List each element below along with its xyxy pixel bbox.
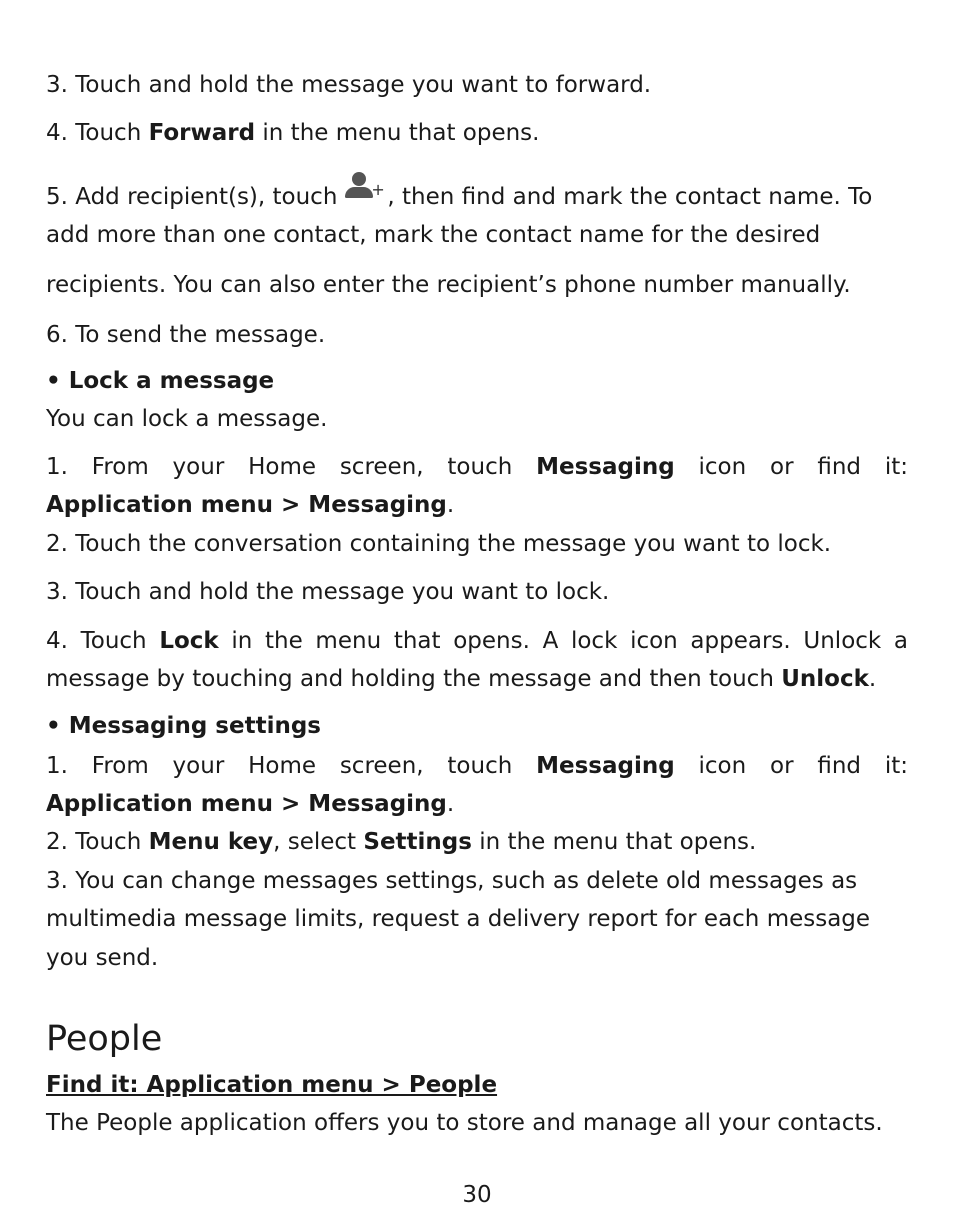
people-title: People [46, 1019, 163, 1059]
lock-step-3: 3. Touch and hold the message you want to lock. [46, 579, 610, 605]
lock-step-1-line-2: Application menu > Messaging. [46, 492, 455, 518]
settings-step-3-line-2: multimedia message limits, request a delivery report for each message [46, 906, 871, 932]
add-contact-icon: + [341, 178, 385, 208]
forward-step-5-line-3: recipients. You can also enter the recipient’s phone number manually. [46, 272, 851, 298]
forward-step-3: 3. Touch and hold the message you want to forward. [46, 72, 652, 98]
lock-step-1: 1. From your Home screen, touch Messaging icon or find it: [46, 454, 908, 480]
page-number: 30 [462, 1182, 492, 1208]
settings-step-3-line-3: you send. [46, 945, 159, 971]
people-findit: Find it: Application menu > People [46, 1072, 498, 1098]
people-description: The People application offers you to store and manage all your contacts. [46, 1110, 883, 1136]
lock-step-4-line-2: message by touching and holding the message and then touch Unlock. [46, 666, 877, 692]
forward-step-6: 6. To send the message. [46, 322, 326, 348]
forward-step-4: 4. Touch Forward in the menu that opens. [46, 120, 540, 146]
forward-step-5: 5. Add recipient(s), touch + , then find and mark the contact name. To [46, 178, 908, 212]
lock-step-4: 4. Touch Lock in the menu that opens. A lock icon appears. Unlock a [46, 628, 908, 654]
lock-heading: • Lock a message [46, 368, 275, 394]
settings-step-3: 3. You can change messages settings, such as delete old messages as [46, 868, 858, 894]
settings-step-1-line-2: Application menu > Messaging. [46, 791, 455, 817]
lock-step-2: 2. Touch the conversation containing the message you want to lock. [46, 531, 832, 557]
forward-step-5-line-2: add more than one contact, mark the contact name for the desired [46, 222, 821, 248]
forward-label: Forward [148, 120, 256, 146]
settings-heading: • Messaging settings [46, 713, 321, 739]
settings-step-2: 2. Touch Menu key, select Settings in the menu that opens. [46, 829, 757, 855]
lock-intro: You can lock a message. [46, 406, 328, 432]
settings-step-1: 1. From your Home screen, touch Messaging icon or find it: [46, 753, 908, 779]
